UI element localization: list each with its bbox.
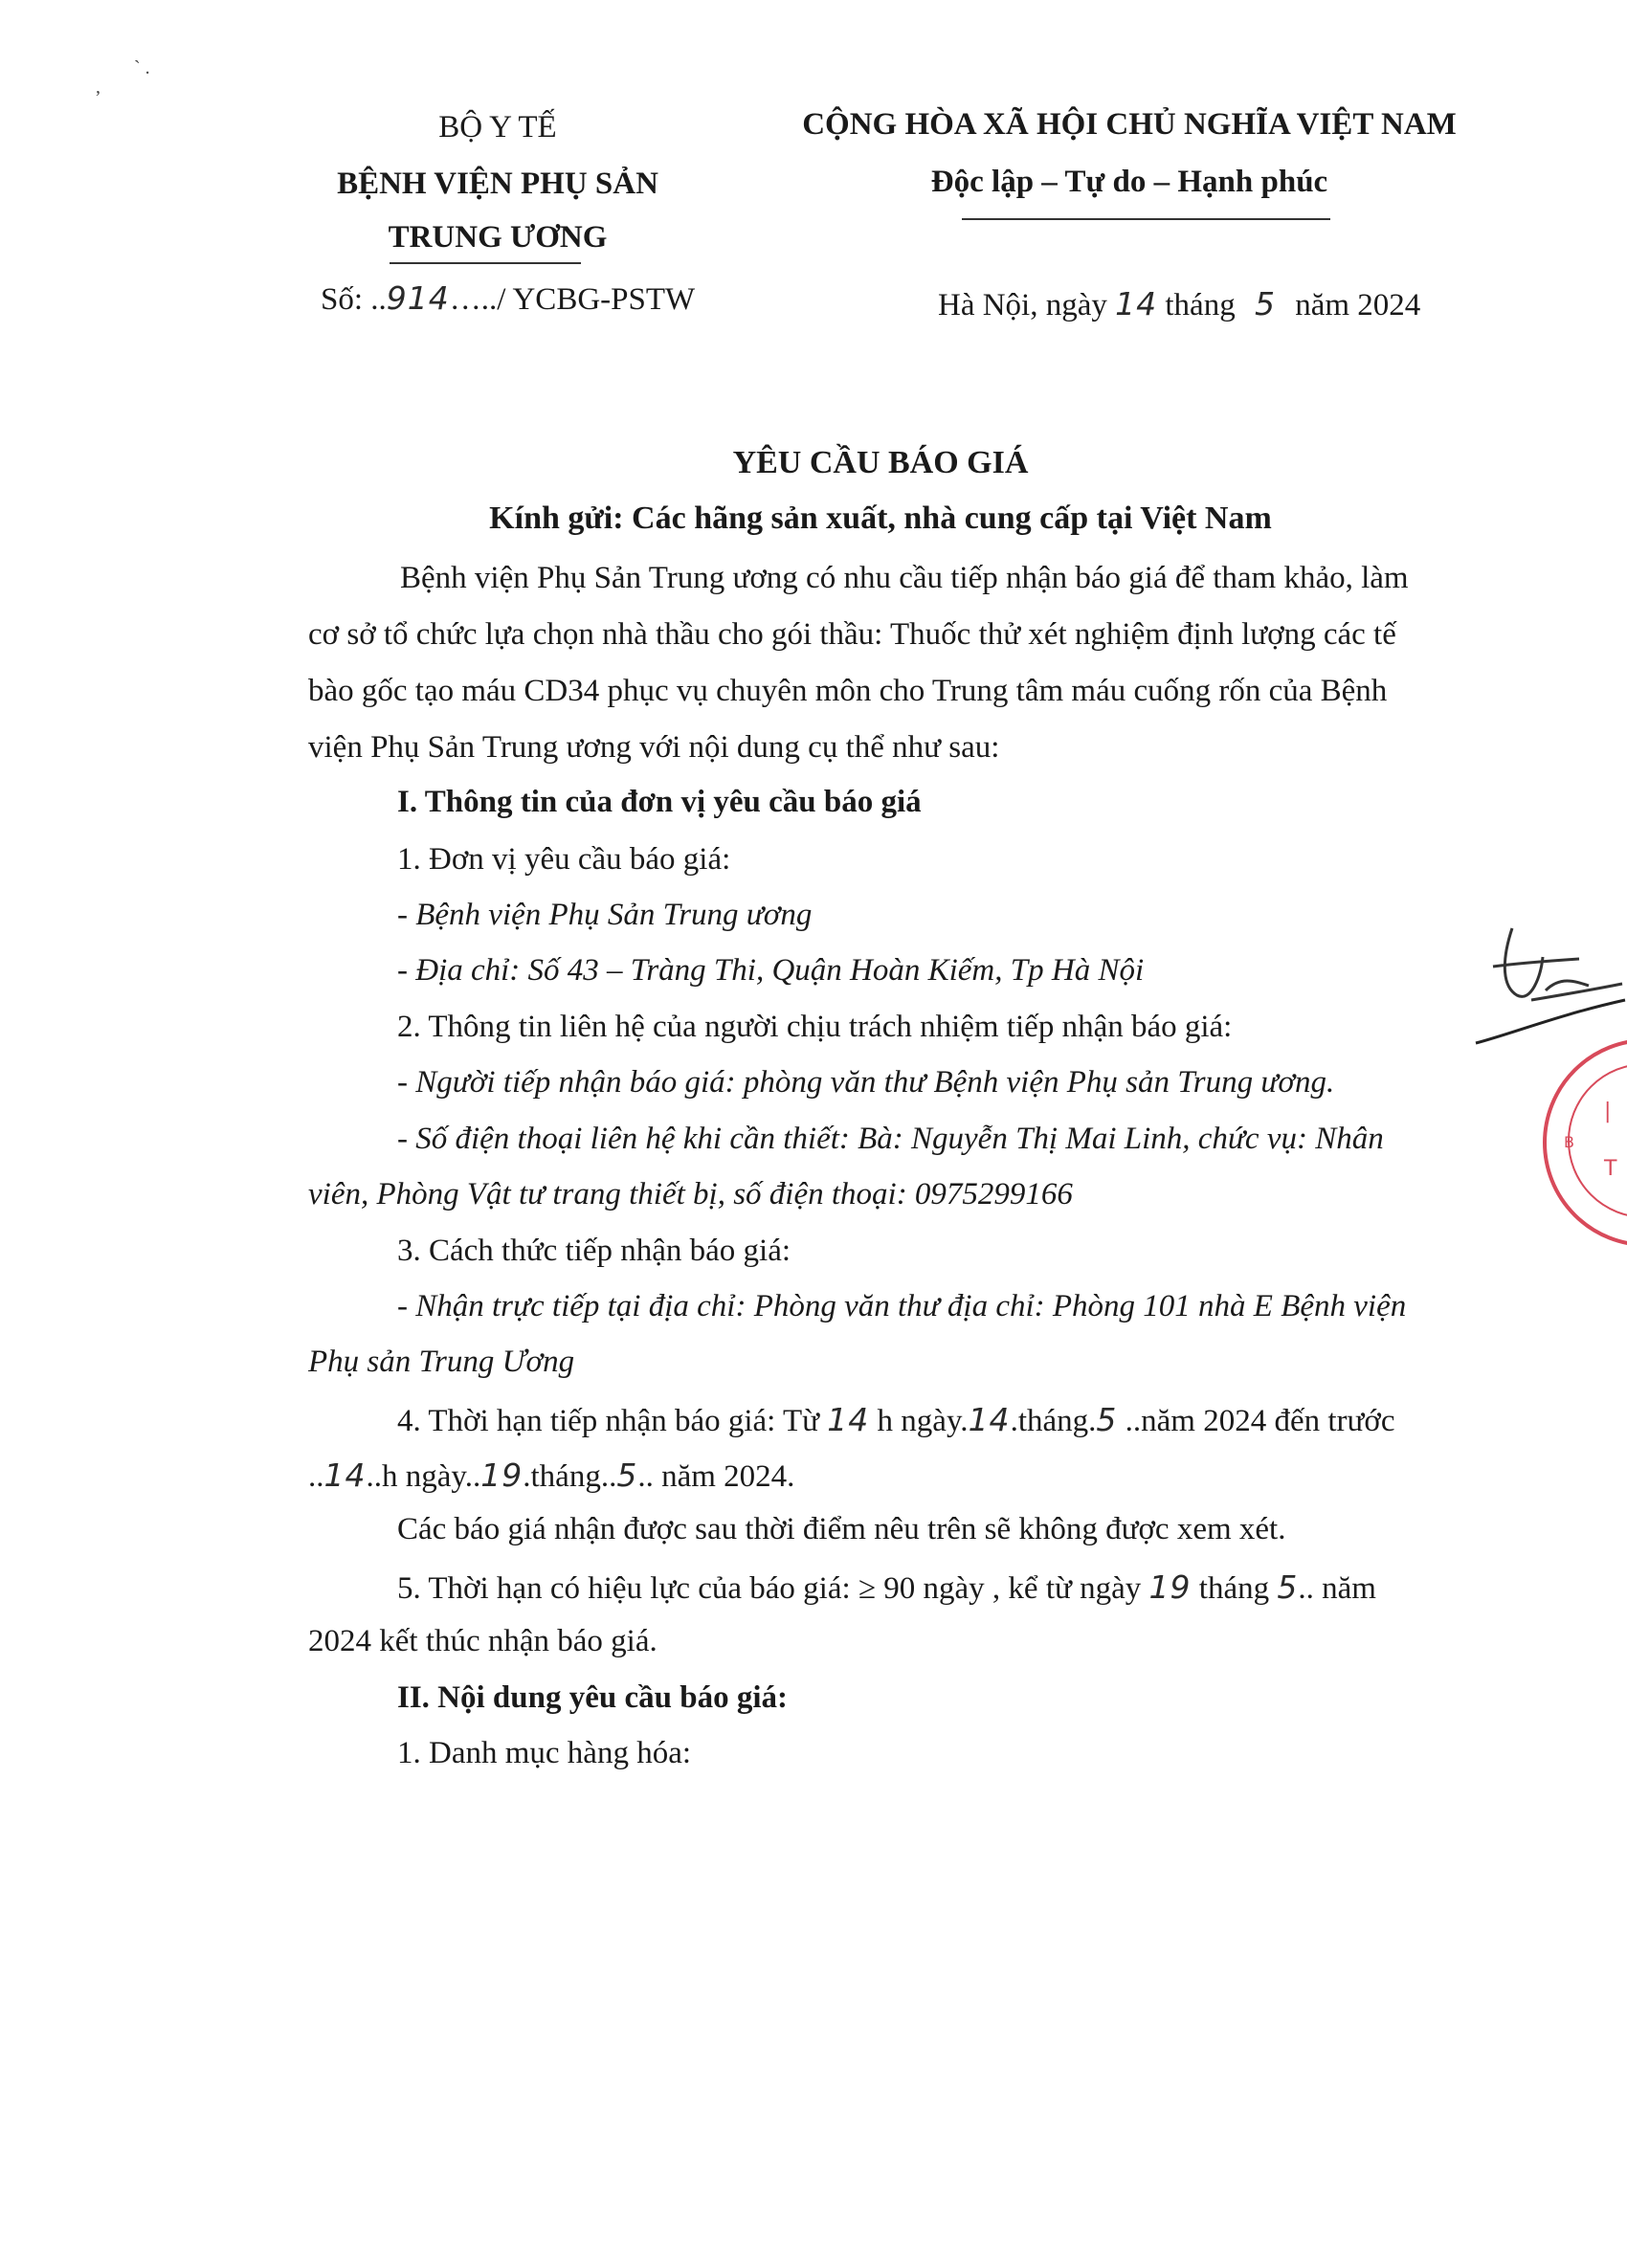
item-3-label: 3. Cách thức tiếp nhận báo giá: xyxy=(397,1234,791,1268)
deadline-month-end: 5 xyxy=(616,1456,638,1494)
late-quote-note: Các báo giá nhận được sau thời điểm nêu trên sẽ không được xem xét. xyxy=(397,1512,1286,1546)
signature-mark xyxy=(1474,900,1627,1053)
deadline-line-1 xyxy=(397,1401,1395,1439)
ministry-name: BỘ Y TẾ xyxy=(438,110,557,145)
item-2-label: 2. Thông tin liên hệ của người chịu trách nhiệm tiếp nhận báo giá: xyxy=(397,1010,1233,1044)
requester-address: - Địa chỉ: Số 43 – Tràng Thi, Quận Hoàn Kiếm, Tp Hà Nội xyxy=(397,953,1145,988)
number-handwritten: 914 xyxy=(386,279,450,317)
date-month: 5 xyxy=(1254,285,1276,322)
intro-line-2: cơ sở tổ chức lựa chọn nhà thầu cho gói thầu: Thuốc thử xét nghiệm định lượng các tế xyxy=(308,617,1396,652)
header-right-underline xyxy=(962,218,1330,220)
official-stamp xyxy=(1543,1038,1627,1247)
delivery-line-2: Phụ sản Trung Ương xyxy=(308,1345,575,1379)
contact-line-2: viên, Phòng Vật tư trang thiết bị, số điện thoại: 0975299166 xyxy=(308,1177,1073,1212)
intro-line-4: viện Phụ Sản Trung ương với nội dung cụ thể như sau: xyxy=(308,730,1000,765)
validity-text: 5. Thời hạn có hiệu lực của báo giá: ≥ 90 ngày , kể từ ngày xyxy=(397,1571,1149,1606)
deadline-text: ..năm 2024 đến trước xyxy=(1117,1404,1395,1438)
validity-day: 19 xyxy=(1148,1568,1192,1606)
number-dots: .. xyxy=(370,282,387,317)
contact-line-1: - Số điện thoại liên hệ khi cần thiết: Bà: Nguyễn Thị Mai Linh, chức vụ: Nhân xyxy=(397,1122,1384,1156)
document-number xyxy=(321,279,695,318)
validity-text: tháng xyxy=(1191,1571,1278,1606)
document-title: YÊU CẦU BÁO GIÁ xyxy=(732,445,1029,480)
date-prefix: Hà Nội, ngày xyxy=(938,288,1107,322)
stamp-inner-ring xyxy=(1568,1063,1627,1218)
section-2-item-1-label: 1. Danh mục hàng hóa: xyxy=(397,1736,692,1770)
deadline-text: ..h ngày.. xyxy=(366,1459,481,1494)
deadline-line-2 xyxy=(308,1456,794,1495)
issue-date xyxy=(938,285,1420,323)
deadline-month-start: 5 xyxy=(1096,1401,1118,1438)
recipient-line: Kính gửi: Các hãng sản xuất, nhà cung cấp tại Việt Nam xyxy=(489,500,1272,536)
deadline-hour-start: 14 xyxy=(827,1401,870,1438)
header-left-underline xyxy=(390,262,581,264)
intro-line-1: Bệnh viện Phụ Sản Trung ương có nhu cầu tiếp nhận báo giá để tham khảo, làm xyxy=(400,561,1409,595)
deadline-hour-end: 14 xyxy=(323,1456,367,1494)
date-year: năm 2024 xyxy=(1295,288,1421,322)
validity-line-1 xyxy=(397,1568,1376,1607)
requester-name: - Bệnh viện Phụ Sản Trung ương xyxy=(397,898,813,932)
validity-line-2: 2024 kết thúc nhận báo giá. xyxy=(308,1624,657,1658)
number-suffix: …../ YCBG-PSTW xyxy=(449,282,696,317)
stamp-fragment: T xyxy=(1604,1157,1617,1181)
stamp-fragment: B xyxy=(1564,1133,1574,1151)
delivery-line-1: - Nhận trực tiếp tại địa chỉ: Phòng văn thư địa chỉ: Phòng 101 nhà E Bệnh viện xyxy=(397,1289,1407,1323)
validity-month: 5 xyxy=(1277,1568,1299,1606)
deadline-text: 4. Thời hạn tiếp nhận báo giá: Từ xyxy=(397,1404,828,1438)
scan-speck: ` . xyxy=(134,57,150,78)
hospital-name-line2: TRUNG ƯƠNG xyxy=(388,220,608,255)
deadline-text: .. xyxy=(308,1459,324,1494)
deadline-text: .tháng.. xyxy=(523,1459,617,1494)
deadline-day-end: 19 xyxy=(480,1456,524,1494)
date-day: 14 xyxy=(1115,285,1158,322)
national-motto: Độc lập – Tự do – Hạnh phúc xyxy=(930,165,1328,199)
stamp-fragment: | xyxy=(1604,1100,1612,1123)
section-1-heading: I. Thông tin của đơn vị yêu cầu báo giá xyxy=(397,785,922,819)
hospital-name-line1: BỆNH VIỆN PHỤ SẢN xyxy=(337,167,658,201)
receiver-line: - Người tiếp nhận báo giá: phòng văn thư Bệnh viện Phụ sản Trung ương. xyxy=(397,1065,1335,1100)
deadline-text: h ngày. xyxy=(869,1404,969,1438)
intro-line-3: bào gốc tạo máu CD34 phục vụ chuyên môn cho Trung tâm máu cuống rốn của Bệnh xyxy=(308,674,1388,708)
section-2-heading: II. Nội dung yêu cầu báo giá: xyxy=(397,1680,789,1715)
deadline-day-start: 14 xyxy=(968,1401,1011,1438)
validity-text: .. năm xyxy=(1298,1571,1376,1606)
date-month-label: tháng xyxy=(1165,288,1236,322)
deadline-text: .. năm 2024. xyxy=(637,1459,795,1494)
item-1-label: 1. Đơn vị yêu cầu báo giá: xyxy=(397,842,731,877)
country-name: CỘNG HÒA XÃ HỘI CHỦ NGHĨA VIỆT NAM xyxy=(802,107,1457,142)
scan-speck: , xyxy=(96,77,100,98)
number-label: Số: xyxy=(321,282,364,317)
deadline-text: .tháng. xyxy=(1010,1404,1097,1438)
